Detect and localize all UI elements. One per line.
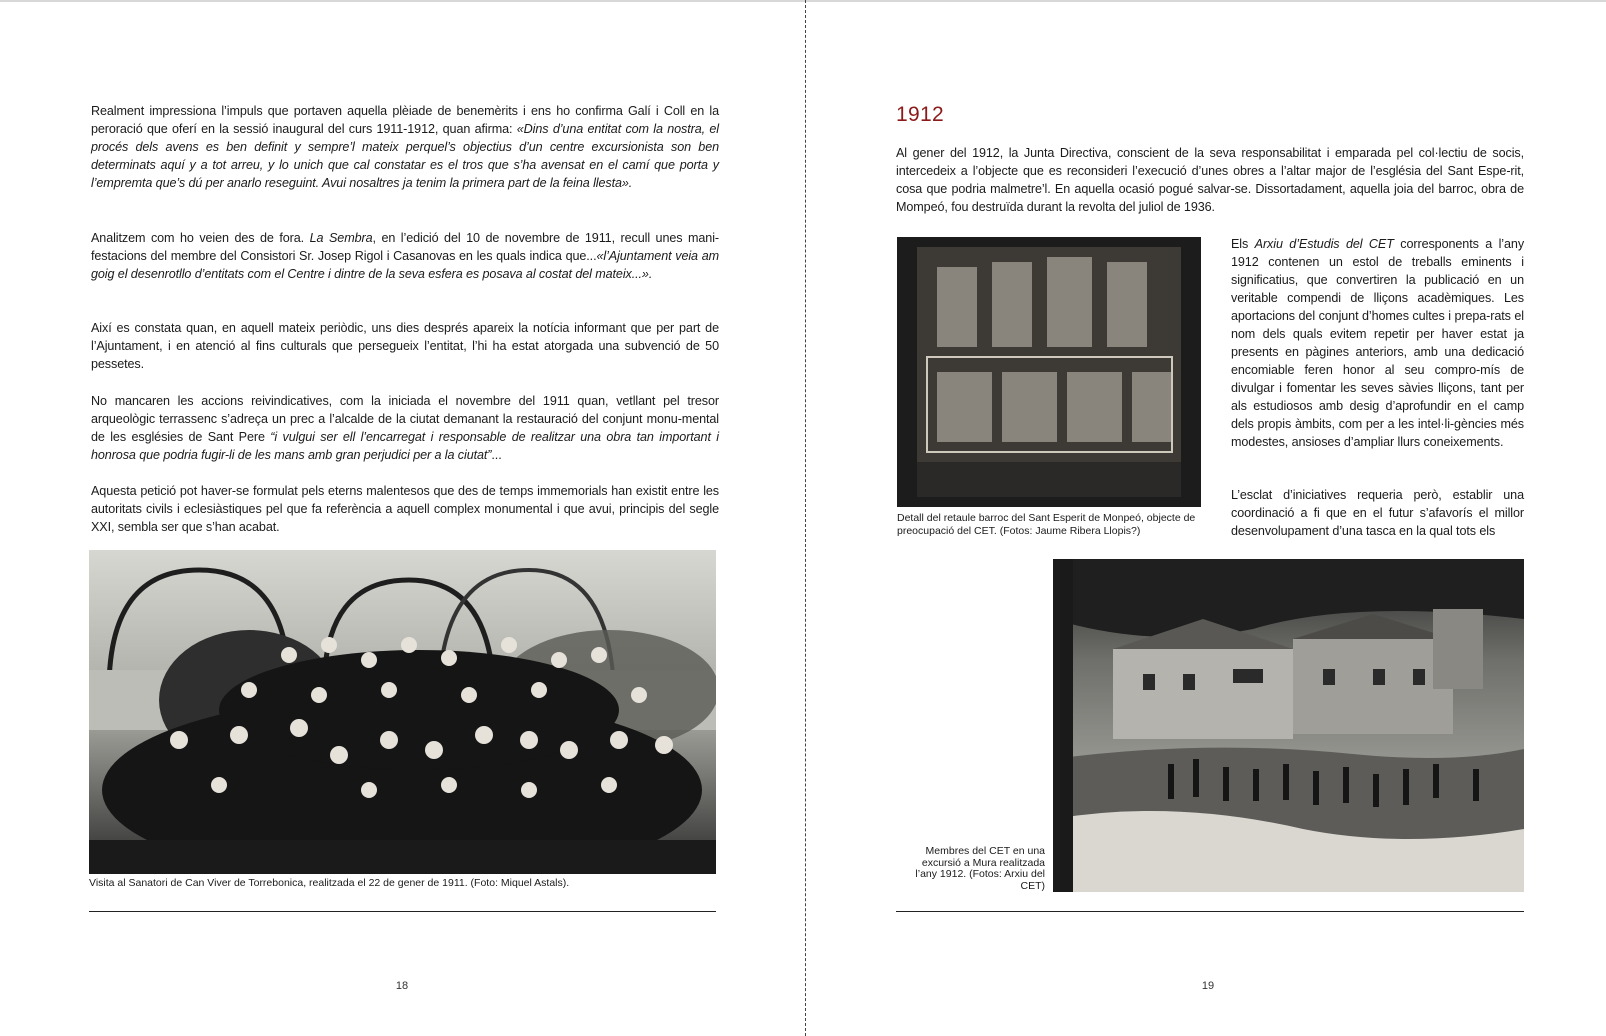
left-paragraph-1: [91, 102, 719, 192]
section-heading-1912: 1912: [896, 103, 944, 126]
left-paragraph-5: [91, 482, 719, 536]
page-number-left: 18: [395, 980, 409, 992]
right-column-paragraph-2: L’esclat d’iniciatives requeria però, establir una coordinació a fi que en el futur s’afavorís el millor desenvolupament d’una tasca en la qual tots els: [1231, 488, 1524, 538]
italic-text-run: Arxiu d’Estudis del CET: [1254, 237, 1394, 251]
italic-text-run: La Sembra: [309, 231, 373, 245]
mura-excursion-photo: [1053, 559, 1524, 892]
left-paragraph-3: [91, 319, 719, 373]
left-page-bottom-rule: [89, 911, 716, 912]
group-photo-sanatori: [89, 550, 716, 874]
text-run: No mancaren les accions reivindicatives, com la iniciada el novembre del 1911 quan, vetllant pel tresor arqueològic terrassenc s’adreça un prec a l’alcalde de la ciutat demanant la restauració del conjunt monu-mental de les esglésies de Sant Pere: [91, 394, 719, 444]
text-run: , en l’edició del 10 de novembre de 1911, recull unes mani-festacions del membre del Consistori Sr. Josep Rigol i Casanovas en les quals indica que...: [91, 231, 720, 263]
right-column-paragraph-1: [1231, 235, 1524, 451]
text-run: Analitzem com ho veien des de fora.: [91, 231, 310, 245]
text-run: corresponents a l’any 1912 contenen un estol de treballs eminents i significatius, que convertiren la publicació en un veritable compendi de lliçons acadèmiques. Les aportacions del conjunt d’homes cultes i prepa-rats el nom dels quals evitem repetir per haver estat ja presents en pàgines anteriors, amb una dedicació encomiable feren honor al seu compro-mís de divulgar i fomentar les seves sàvies lliçons, tant per als estudiosos amb desig d’aprofundir en el camp dels propis àmbits, com per a les intel·li-gències més modestes, ansioses d’ampliar llurs coneixements.: [1231, 237, 1525, 449]
left-paragraph-4: [91, 392, 719, 464]
italic-text-run: “i vulgui ser ell l’encarregat i responsable de realitzar una obra tan important i honrosa que podria fugir-li de les mans amb gran perjudici per a la ciutat”: [91, 430, 719, 462]
text-run: Aquesta petició pot haver-se formulat pels eterns malentesos que des de temps immemorials han existit entre les autoritats civils i eclesiàstiques pel que fa referència a aquell complex monumental i que avui, principis del segle XXI, sembla ser que s’han acabat.: [91, 484, 719, 534]
mura-photo-caption: Membres del CET en una excursió a Mura realitzada l’any 1912. (Fotos: Arxiu del CET): [915, 845, 1045, 892]
page-spine-divider: [805, 0, 806, 1036]
right-page-bottom-rule: [896, 911, 1524, 912]
text-run: Realment impressiona l’impuls que portaven aquella plèiade de benemèrits i ens ho confirma Galí i Coll en la peroració que oferí en la sessió inaugural del curs 1911-1912, quan afirma:: [91, 104, 719, 136]
group-photo-caption: Visita al Sanatori de Can Viver de Torrebonica, realitzada el 22 de gener de 1911. (Foto: Miquel Astals).: [89, 877, 570, 889]
text-run: ...: [491, 448, 502, 462]
italic-text-run: «l’Ajuntament veia am goig el desenrotllo d’entitats com el Centre i dintre de la seva esfera es posava al costat del mateix...».: [91, 249, 719, 281]
italic-text-run: «Dins d’una entitat com la nostra, el procés dels avens es ben definit y sempre’l mateix perquel’s objectius d’un centre excursionista son ben determinats aquí y a tot arreu, y lo unich que cal constatar es el tros que s’ha avensat en el camí que porta y l’empremta que’s dú per anarlo reseguint. Avui nosaltres ja tenim la primera part de la feina llesta».: [91, 122, 719, 190]
right-intro-paragraph: Al gener del 1912, la Junta Directiva, conscient de la seva responsabilitat i emparada pel col·lectiu de socis, intercedeix a l’objecte que es reconsideri l’execució d’unes obres a l’altar major de l’església del Sant Espe-rit, cosa que podria malmetre’l. En aquella ocasió pogué salvar-se. Dissortadament, aquella joia del barroc, obra de Mompeó, fou destruïda durant la revolta del juliol de 1936.: [896, 146, 1524, 214]
page-number-right: 19: [1201, 980, 1215, 992]
text-run: Els: [1231, 237, 1255, 251]
altar-photo-caption: Detall del retaule barroc del Sant Esperit de Monpeó, objecte de preocupació del CET. (Fotos: Jaume Ribera Llopis?): [897, 512, 1196, 537]
left-paragraph-2: [91, 229, 719, 283]
text-run: Així es constata quan, en aquell mateix periòdic, uns dies després apareix la notícia informant que per part de l’Ajuntament, i en atenció al fins culturals que persegueix l’entitat, l’hi ha estat atorgada una subvenció de 50 pessetes.: [91, 321, 719, 371]
altar-retable-photo: [897, 237, 1201, 507]
right-page: [807, 0, 1606, 1036]
